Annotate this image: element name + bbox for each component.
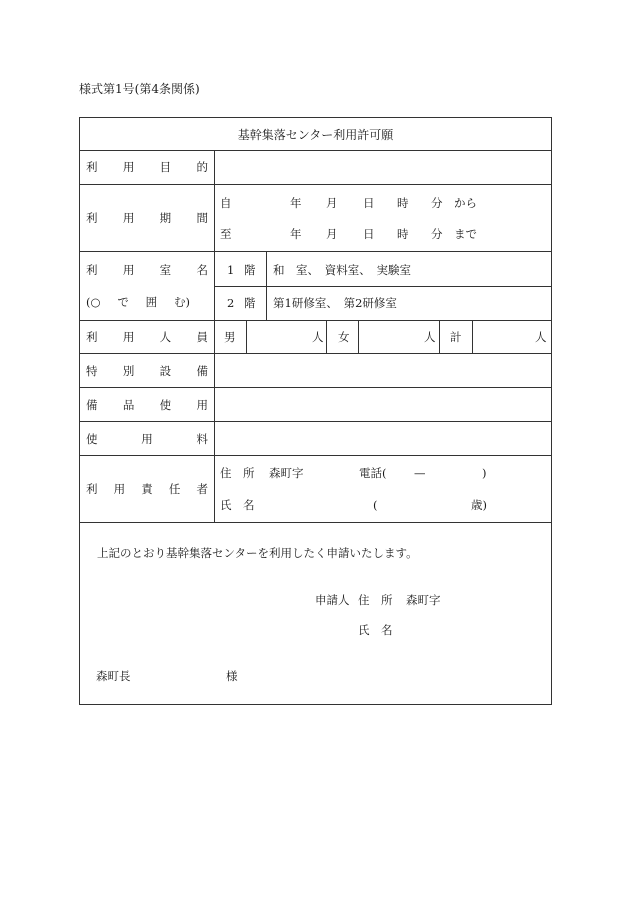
age-open: ( <box>373 498 378 512</box>
note-char: 囲 <box>145 295 158 309</box>
responsible-address-value[interactable]: 森町字 <box>269 466 304 480</box>
label-char: 用 <box>113 482 126 496</box>
to-year: 年 <box>290 227 302 241</box>
purpose-field[interactable] <box>220 156 546 180</box>
rule <box>358 320 359 353</box>
to-month: 月 <box>326 227 338 241</box>
label-char: 利 <box>86 160 98 174</box>
applicant-address-value[interactable]: 森町字 <box>406 593 441 607</box>
form-title: 基幹集落センター利用許可願 <box>237 128 394 142</box>
label-char: 備 <box>86 398 98 412</box>
to-suffix: まで <box>454 227 477 241</box>
rule <box>80 522 551 523</box>
rule <box>246 320 247 353</box>
label-char: 用 <box>122 160 135 174</box>
rule <box>214 150 215 522</box>
label-char: 用 <box>196 398 208 412</box>
note-char: む) <box>173 295 190 309</box>
label-char: 室 <box>159 263 172 277</box>
label-char: 利 <box>86 330 98 344</box>
to-hour: 時 <box>397 227 409 241</box>
label-char: 目 <box>159 160 172 174</box>
label-char: 期 <box>159 211 172 225</box>
floor1-unit: 階 <box>244 263 256 277</box>
label-char: 用 <box>141 432 153 446</box>
supplies-label <box>86 398 208 412</box>
total-label: 計 <box>450 330 462 344</box>
phone-dash: — <box>414 466 426 480</box>
from-month: 月 <box>326 196 338 210</box>
from-suffix: から <box>454 196 477 210</box>
room-label <box>86 263 208 277</box>
from-minute: 分 <box>431 196 443 210</box>
female-unit: 人 <box>424 330 436 344</box>
rule <box>266 251 267 320</box>
applicant-address-label: 住 所 <box>358 593 393 607</box>
label-char: 任 <box>168 482 181 496</box>
label-char: 使 <box>86 432 98 446</box>
room-note <box>86 295 190 309</box>
rule <box>80 455 551 456</box>
equipment-field[interactable] <box>220 358 546 383</box>
total-unit: 人 <box>535 330 547 344</box>
period-label <box>86 211 208 225</box>
rule <box>80 320 551 321</box>
male-unit: 人 <box>312 330 324 344</box>
label-char: 別 <box>122 364 135 378</box>
people-label <box>86 330 208 344</box>
label-char: 用 <box>122 211 135 225</box>
to-day: 日 <box>363 227 375 241</box>
label-char: 使 <box>159 398 172 412</box>
rule <box>214 286 551 287</box>
label-char: 利 <box>86 211 98 225</box>
to-minute: 分 <box>431 227 443 241</box>
from-hour: 時 <box>397 196 409 210</box>
label-char: 料 <box>196 432 208 446</box>
rule <box>326 320 327 353</box>
label-char: 員 <box>196 330 208 344</box>
rule <box>439 320 440 353</box>
floor1-rooms[interactable]: 和 室、 資料室、 実験室 <box>273 263 411 277</box>
note-char: で <box>117 295 129 309</box>
from-year: 年 <box>290 196 302 210</box>
floor2-rooms[interactable]: 第1研修室、 第2研修室 <box>273 296 397 310</box>
label-char: 人 <box>159 330 172 344</box>
male-count-field[interactable] <box>250 324 318 349</box>
fee-field[interactable] <box>220 426 546 451</box>
rule <box>80 184 551 185</box>
rule <box>80 387 551 388</box>
label-char: 間 <box>196 211 208 225</box>
age-suffix: 歳) <box>471 498 487 512</box>
rule <box>472 320 473 353</box>
purpose-label <box>86 160 208 174</box>
applicant-label: 申請人 <box>315 593 350 607</box>
form-number: 様式第1号(第4条関係) <box>79 82 200 96</box>
supplies-field[interactable] <box>220 392 546 417</box>
rule <box>80 421 551 422</box>
phone-label: 電話( <box>359 466 387 480</box>
responsible-name-field[interactable] <box>270 494 370 516</box>
applicant-name-label: 氏 名 <box>358 623 393 637</box>
floor2-unit: 階 <box>244 296 256 310</box>
label-char: 備 <box>196 364 208 378</box>
to-prefix: 至 <box>220 227 232 241</box>
floor1-number: 1 <box>227 263 235 277</box>
label-char: 用 <box>122 263 135 277</box>
female-count-field[interactable] <box>362 324 424 349</box>
total-count-field[interactable] <box>476 324 534 349</box>
label-char: 利 <box>86 482 98 496</box>
label-char: 特 <box>86 364 98 378</box>
female-label: 女 <box>338 330 350 344</box>
application-form <box>79 117 552 705</box>
label-char: 利 <box>86 263 98 277</box>
label-char: 品 <box>122 398 135 412</box>
fee-label <box>86 432 208 446</box>
label-char: 用 <box>122 330 135 344</box>
from-prefix: 自 <box>220 196 232 210</box>
rule <box>80 353 551 354</box>
rule <box>80 150 551 151</box>
label-char: 設 <box>159 364 172 378</box>
from-day: 日 <box>363 196 375 210</box>
male-label: 男 <box>224 330 236 344</box>
label-char: 名 <box>196 263 208 277</box>
statement: 上記のとおり基幹集落センターを利用したく申請いたします。 <box>97 546 418 560</box>
responsible-label <box>86 482 208 496</box>
responsible-name-label: 氏 名 <box>220 498 255 512</box>
floor2-number: 2 <box>227 296 235 310</box>
phone-close: ) <box>482 466 487 480</box>
equipment-label <box>86 364 208 378</box>
addressee-title: 森町長 <box>96 669 131 683</box>
label-char: 者 <box>196 482 208 496</box>
rule <box>80 251 551 252</box>
addressee-honorific: 様 <box>226 669 238 683</box>
responsible-address-label: 住 所 <box>220 466 255 480</box>
note-char: (○ <box>86 295 101 309</box>
label-char: 責 <box>141 482 153 496</box>
label-char: 的 <box>196 160 208 174</box>
